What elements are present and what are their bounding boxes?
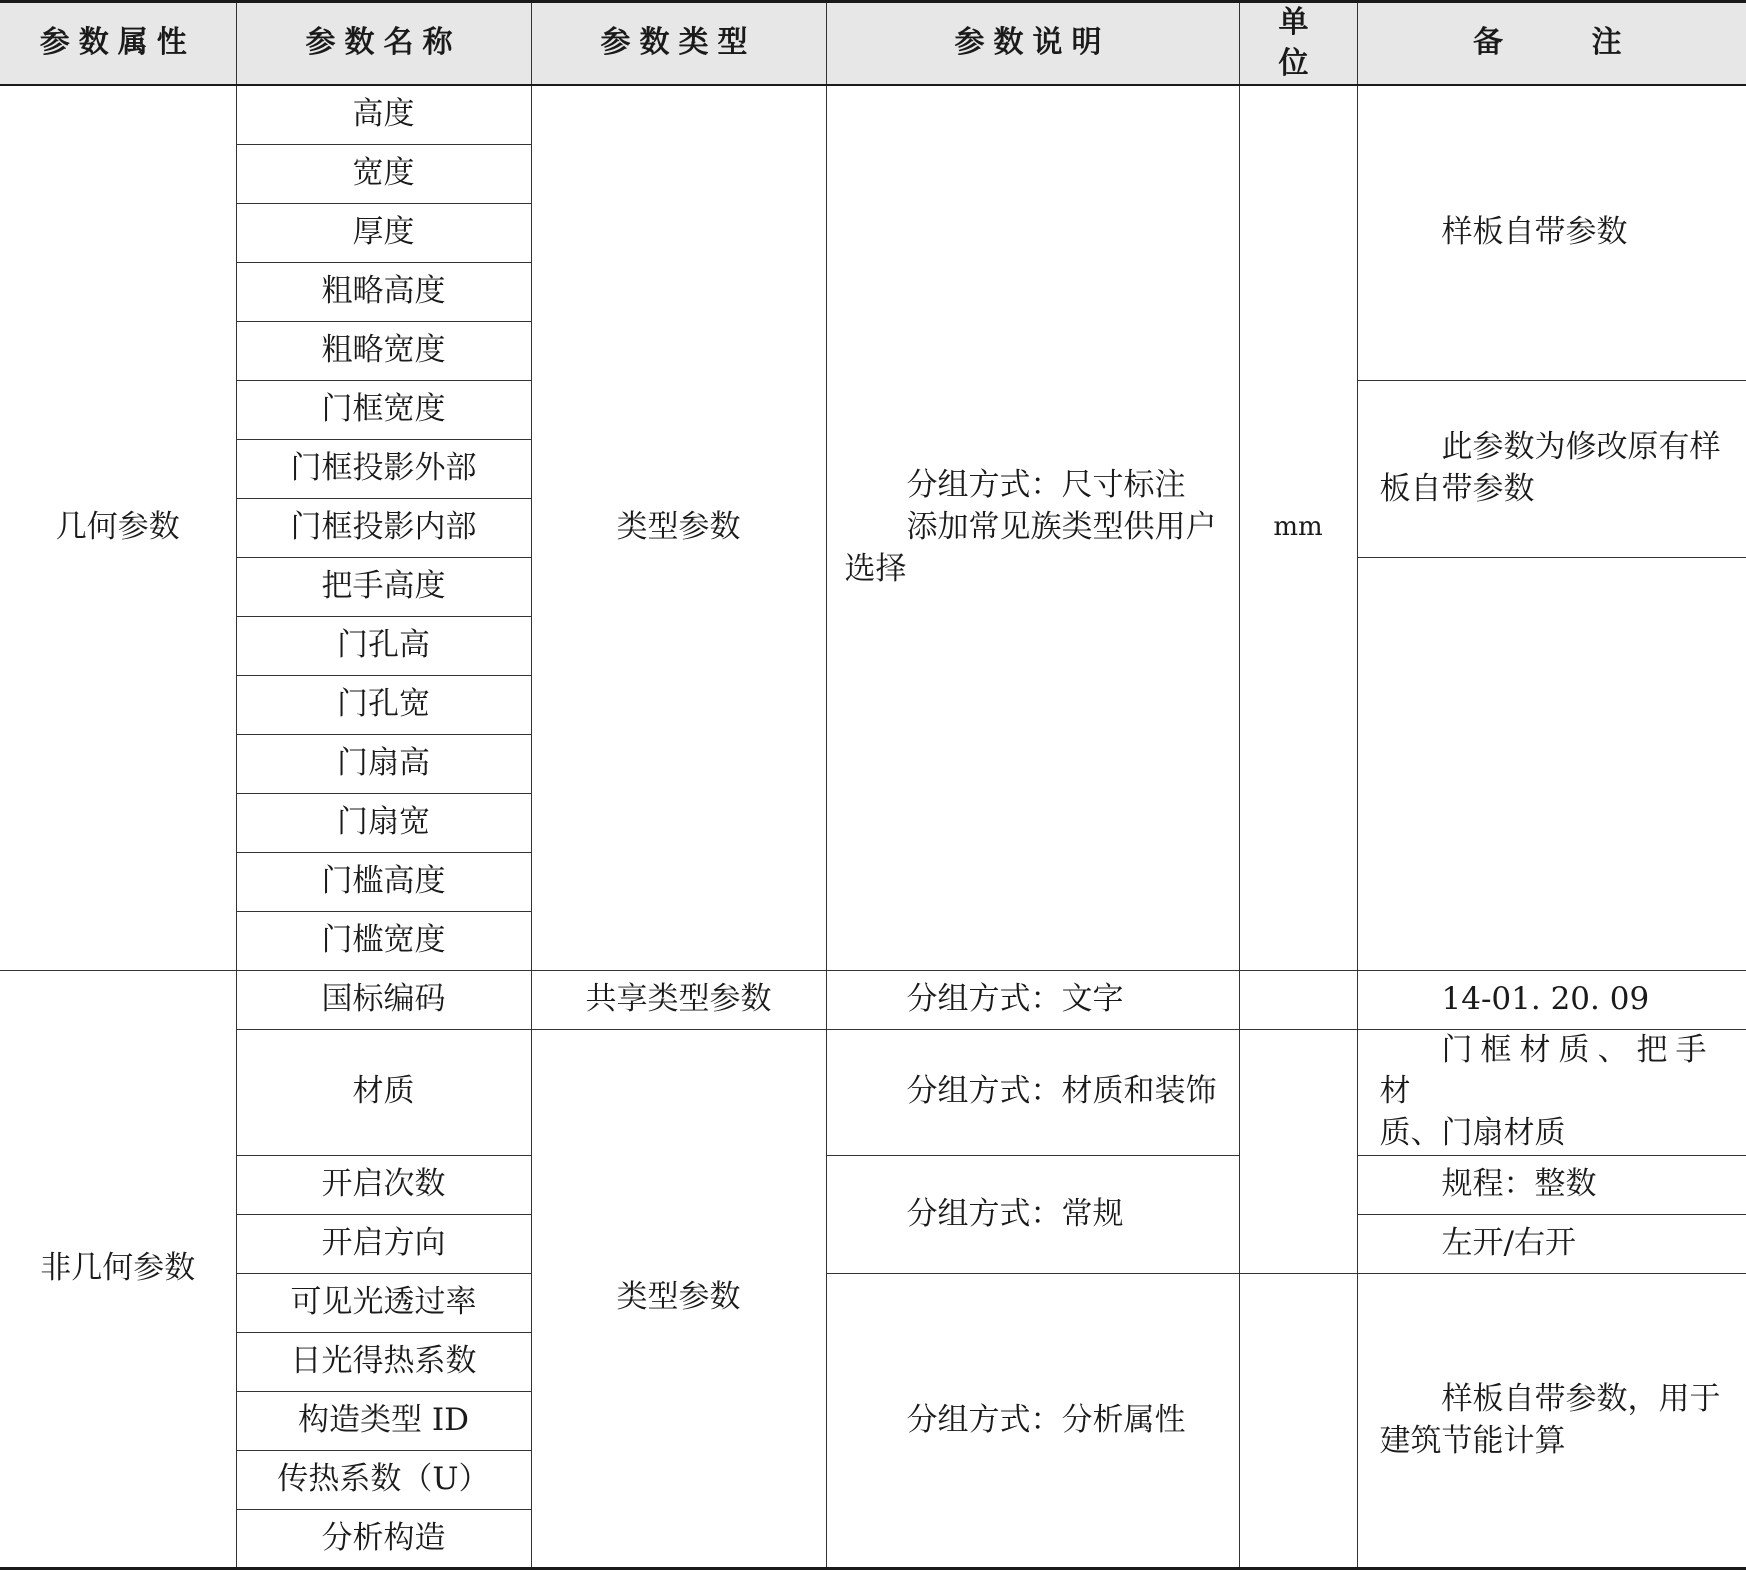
header-description: 参数说明 — [826, 2, 1239, 86]
param-name: 门槛高度 — [236, 852, 531, 911]
description-line: 分组方式：常规 — [906, 1195, 1124, 1232]
param-name: 开启方向 — [236, 1215, 531, 1274]
remark-template-params — [1357, 85, 1746, 380]
unit-empty — [1239, 1029, 1357, 1274]
remark-code — [1357, 970, 1746, 1029]
param-name: 材质 — [236, 1029, 531, 1156]
param-name: 门扇宽 — [236, 793, 531, 852]
description-line: 分组方式：尺寸标注 — [906, 466, 1186, 503]
param-name: 宽度 — [236, 144, 531, 203]
param-name: 构造类型 ID — [236, 1392, 531, 1451]
description-line: 分组方式：材质和装饰 — [906, 1073, 1217, 1110]
type-geometric: 类型参数 — [531, 85, 826, 970]
param-name: 门框投影内部 — [236, 498, 531, 557]
remark-text: 此参数为修改原有样 — [1441, 428, 1721, 465]
remark-material — [1357, 1029, 1746, 1156]
remark-direction — [1357, 1215, 1746, 1274]
param-name: 日光得热系数 — [236, 1333, 531, 1392]
remark-text: 样板自带参数 — [1441, 213, 1628, 250]
remark-analysis — [1357, 1274, 1746, 1569]
param-name: 可见光透过率 — [236, 1274, 531, 1333]
attribute-geometric: 几何参数 — [0, 85, 236, 970]
description-line: 添加常见族类型供用户 — [906, 508, 1217, 545]
attribute-non-geometric: 非几何参数 — [0, 970, 236, 1569]
param-name: 粗略高度 — [236, 262, 531, 321]
param-name: 门扇高 — [236, 734, 531, 793]
description-line: 分组方式：分析属性 — [906, 1401, 1186, 1438]
param-name: 门孔宽 — [236, 675, 531, 734]
remark-text: 门框材质、把手材 — [1379, 1031, 1715, 1110]
description-geometric — [826, 85, 1239, 970]
param-name: 门框宽度 — [236, 380, 531, 439]
remark-text: 规程：整数 — [1441, 1166, 1597, 1203]
param-name: 厚度 — [236, 203, 531, 262]
remark-text: 建筑节能计算 — [1379, 1422, 1566, 1459]
description-line: 选择 — [844, 550, 907, 587]
param-name: 分析构造 — [236, 1510, 531, 1569]
param-name: 门槛宽度 — [236, 911, 531, 970]
header-unit: 单 位 — [1239, 2, 1357, 86]
param-name: 高度 — [236, 85, 531, 144]
unit-empty — [1239, 970, 1357, 1029]
param-name: 门孔高 — [236, 616, 531, 675]
header-remark: 备 注 — [1357, 2, 1746, 86]
description-text-group — [826, 970, 1239, 1029]
remark-empty — [1357, 557, 1746, 970]
remark-count — [1357, 1156, 1746, 1215]
description-general — [826, 1156, 1239, 1274]
description-analysis — [826, 1274, 1239, 1569]
header-attribute: 参数属性 — [0, 2, 236, 86]
remark-text: 左开/右开 — [1441, 1225, 1576, 1262]
remark-text: 板自带参数 — [1379, 470, 1535, 507]
description-material — [826, 1029, 1239, 1156]
type-non-geometric: 类型参数 — [531, 1029, 826, 1569]
description-line: 分组方式：文字 — [906, 980, 1124, 1017]
remark-text: 质、门扇材质 — [1379, 1115, 1566, 1152]
remark-text: 样板自带参数，用于 — [1441, 1380, 1721, 1417]
remark-modified-params — [1357, 380, 1746, 557]
param-name: 传热系数（U） — [236, 1451, 531, 1510]
header-name: 参数名称 — [236, 2, 531, 86]
param-name: 开启次数 — [236, 1156, 531, 1215]
type-shared: 共享类型参数 — [531, 970, 826, 1029]
header-type: 参数类型 — [531, 2, 826, 86]
param-name: 国标编码 — [236, 970, 531, 1029]
param-name: 把手高度 — [236, 557, 531, 616]
unit-geometric: mm — [1239, 85, 1357, 970]
unit-empty — [1239, 1274, 1357, 1569]
param-name: 门框投影外部 — [236, 439, 531, 498]
remark-text: 14-01. 20. 09 — [1441, 980, 1650, 1017]
param-name: 粗略宽度 — [236, 321, 531, 380]
